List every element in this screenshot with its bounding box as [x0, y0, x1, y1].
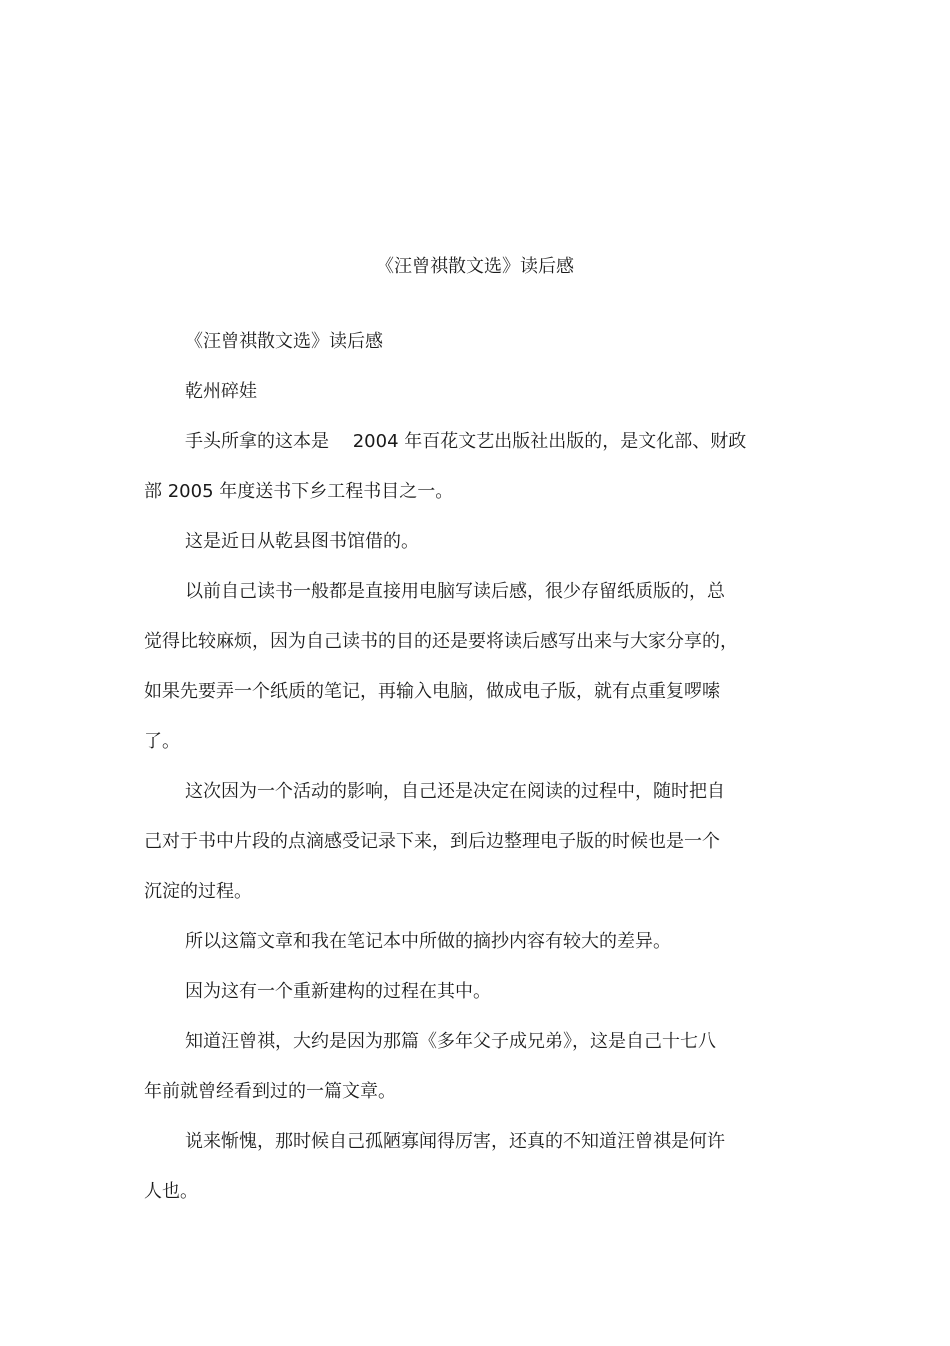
text-line: 乾州碎娃 [185, 381, 257, 402]
text-line: 部 2005 年度送书下乡工程书目之一。 [144, 481, 454, 502]
text-line: 知道汪曾祺，大约是因为那篇《多年父子成兄弟》，这是自己十七八 [185, 1031, 716, 1052]
text-line: 年前就曾经看到过的一篇文章。 [144, 1081, 396, 1102]
text-line: 说来惭愧，那时候自己孤陋寡闻得厉害，还真的不知道汪曾祺是何许 [185, 1131, 725, 1152]
text-line: 己对于书中片段的点滴感受记录下来，到后边整理电子版的时候也是一个 [144, 831, 720, 852]
text-line: 以前自己读书一般都是直接用电脑写读后感，很少存留纸质版的，总 [185, 581, 725, 602]
text-line: 《汪曾祺散文选》读后感 [185, 331, 383, 352]
text-line: 这是近日从乾县图书馆借的。 [185, 531, 419, 552]
text-line: 这次因为一个活动的影响，自己还是决定在阅读的过程中，随时把自 [185, 781, 725, 802]
text-line: 手头所拿的这本是 2004 年百花文艺出版社出版的，是文化部、财政 [185, 431, 747, 452]
document-title: 《汪曾祺散文选》读后感 [376, 256, 574, 277]
document-body [144, 317, 784, 1217]
text-line: 人也。 [144, 1181, 198, 1202]
text-line: 如果先要弄一个纸质的笔记，再输入电脑，做成电子版，就有点重复啰嗦 [144, 681, 720, 702]
text-line: 沉淀的过程。 [144, 881, 252, 902]
text-line: 觉得比较麻烦，因为自己读书的目的还是要将读后感写出来与大家分享的， [144, 631, 738, 652]
text-line: 所以这篇文章和我在笔记本中所做的摘抄内容有较大的差异。 [185, 931, 671, 952]
text-line: 因为这有一个重新建构的过程在其中。 [185, 981, 491, 1002]
text-line: 了。 [144, 731, 180, 752]
